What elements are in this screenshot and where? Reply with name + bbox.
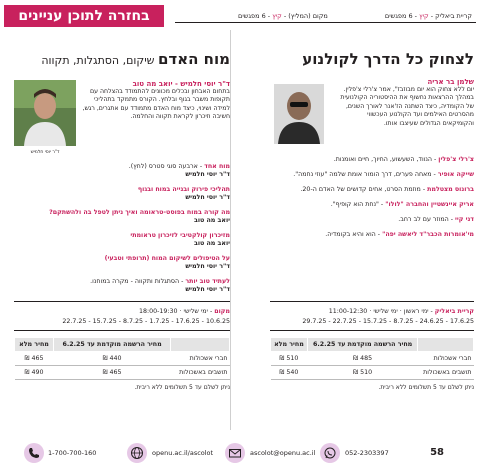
schedule-divider: [14, 301, 230, 302]
session-item: [14, 278, 230, 294]
session-lecturer: ד"ר יוסי חלמיש: [185, 263, 230, 270]
schedule-location: מקום: [214, 308, 230, 315]
table-row: [271, 352, 474, 366]
session-title: צ'רלי צ'פלין: [438, 156, 474, 163]
price-full: 510 ₪: [271, 352, 308, 366]
price-row-label: תושבים באשכולות: [418, 366, 474, 380]
course-subtitle: שיקום, הסתגלות, תקווה: [41, 54, 158, 67]
mobile-number[interactable]: 052-2303397: [345, 449, 389, 457]
schedule-time: - ימי שלישי · 18:00-19:30: [138, 308, 215, 315]
price-table: [270, 337, 474, 380]
session-desc: - הסתגלות ותקווה - מקרה במוחנו.: [90, 278, 186, 285]
session-title: מזיכרון קולקטיבי לזיכרון טראומתי: [130, 232, 230, 239]
lecturer-photo: [14, 80, 76, 155]
schedule-dates: 10.6.25 - 17.6.25 - 1.7.25 - 8.7.25 - 15.7.25 - 22.7.25: [62, 318, 230, 325]
header-right-prefix: קריית ביאליק -: [428, 12, 472, 20]
session-desc: - מוזמת הסרט, אחים קדושים של האדם ה-20.: [300, 186, 428, 193]
schedule-time: - ימי ראשון · ימי שלישי · 11:00-12:30: [328, 308, 435, 315]
session-list: [14, 163, 230, 294]
course-title-main: מוח האדם: [157, 50, 230, 68]
session-title: לעתיד טוב יותר: [185, 278, 230, 285]
page-number: 58: [430, 447, 444, 458]
session-title: אריק איינשטיין והחברה "לולו": [385, 201, 474, 208]
session-item: [14, 209, 230, 225]
session-item: [14, 255, 230, 271]
phone-icon[interactable]: [24, 443, 44, 463]
session-desc: - המוזר עם לב רחב.: [398, 216, 456, 223]
session-item: [14, 186, 230, 202]
price-table: [14, 337, 230, 380]
table-row: [271, 366, 474, 380]
price-early: 465 ₪: [54, 366, 171, 380]
photo-caption: ד"ר יוסי חלמיש: [30, 150, 60, 155]
email-link[interactable]: ascolot@openu.ac.il: [250, 449, 316, 457]
price-col-early: מחיר הרשמה מוקדמת עד 6.2.25: [54, 338, 171, 352]
price-col-early: מחיר הרשמה מוקדמת עד 6.2.25: [307, 338, 418, 352]
session-item: [270, 186, 474, 194]
price-full: 465 ₪: [15, 352, 54, 366]
session-lecturer: יואב מה טוב: [194, 217, 230, 224]
price-col-full: מחיר מלא: [271, 338, 308, 352]
schedule-line: [270, 308, 474, 316]
phone-number[interactable]: 1-700-700-160: [48, 449, 97, 457]
price-col-label: [418, 338, 474, 352]
schedule-divider: [14, 330, 230, 331]
session-list: [270, 156, 474, 239]
schedule-location: קריית ביאליק: [434, 308, 474, 315]
header-divider: [175, 22, 476, 23]
course-description: בתחום האבחון ובכלים מכוונים להתמודד בהצלחה עם תקופות משבר בגוף ובלחץ. הקורס מתמקד בתהליכי למידה ושינוי, כיצד מוח האדם מתמודד עם אתגרים, רגש, חשיבה וזיכרון לקראת תקווה והחלמה.: [82, 88, 230, 121]
session-lecturer: יואב מה טוב: [194, 240, 230, 247]
schedule-dates: 17.6.25 - 24.6.25 - 8.7.25 - 15.7.25 - 22.7.25 - 29.7.25: [302, 318, 474, 325]
schedule: [14, 301, 230, 331]
session-title: מה קורה במוח בפוסט-טראומה ואיך ניתן לטפל בה ולהשתקם?: [49, 209, 230, 216]
whatsapp-icon[interactable]: [320, 443, 340, 463]
intro-text: [334, 78, 474, 144]
intro-text: [82, 80, 230, 155]
intro-block: [14, 80, 230, 155]
session-item: [270, 171, 474, 179]
intro-block: [270, 78, 474, 144]
session-title: מי'אומרות הכבר"ד ליאשה יפה": [382, 231, 474, 238]
session-desc: - ארבעה סוגי סטרס (לחץ).: [128, 163, 205, 170]
column-divider: [230, 30, 231, 430]
header-location-right: [385, 12, 472, 20]
web-icon[interactable]: [127, 443, 147, 463]
session-title: תהליכי פירוק ובנייה במוח ובגוף: [137, 186, 230, 193]
session-desc: - הנווד, השעשוע, החיוך, חיים ואומנות.: [333, 156, 439, 163]
session-item: [14, 163, 230, 179]
price-col-label: [171, 338, 230, 352]
price-row-label: חברי אשכולות: [418, 352, 474, 366]
price-col-full: מחיר מלא: [15, 338, 54, 352]
schedule: [270, 301, 474, 331]
price-header: [271, 338, 474, 352]
session-lecturer: ד"ר יוסי חלמיש: [185, 171, 230, 178]
section-banner[interactable]: בחזרה לתוכן עניינים: [4, 5, 164, 27]
header-location-left: [238, 12, 328, 20]
session-title: שייקה אופיר: [437, 171, 474, 178]
header-left-season: קיץ: [272, 12, 282, 20]
session-title: על הטיפולים לשיקום המוח (תרופתי וטבעי): [104, 255, 230, 262]
session-title: ברונוס מצטלמת: [427, 186, 474, 193]
table-row: [15, 352, 230, 366]
mail-icon[interactable]: [225, 443, 245, 463]
payment-note: ניתן לשלם עד 5 תשלומים ללא ריבית.: [378, 384, 474, 391]
session-item: [270, 216, 474, 224]
header-left-prefix: מקום (המליץ) -: [281, 12, 328, 20]
session-desc: - הוא והיא בקומדיה.: [325, 231, 383, 238]
schedule-divider: [270, 301, 474, 302]
header-right-season: קיץ: [419, 12, 429, 20]
session-lecturer: ד"ר יוסי חלמיש: [185, 286, 230, 293]
table-row: [15, 366, 230, 380]
session-item: [270, 201, 474, 209]
lecturer-photo: [270, 78, 328, 144]
course-description: יום ללא צחוק הוא יום מבוזבז", אמר צ'רלי צ'פלין. במהלך ההרצאות נחשוף את ההיסטוריה הקולנועית של הקומדיה, כיצד השתנה הז'אנר לאורך השנים, מהסרטים האילמים ועד הקולנוע העכשווי והקומיקאים הגדולים שעיצבו אותו.: [340, 86, 474, 127]
lecturer-name: שלמן בר אריה: [427, 78, 474, 86]
price-row-label: תושבים באשכולות: [171, 366, 230, 380]
price-early: 440 ₪: [54, 352, 171, 366]
session-lecturer: ד"ר יוסי חלמיש: [185, 194, 230, 201]
price-early: 485 ₪: [307, 352, 418, 366]
price-full: 540 ₪: [271, 366, 308, 380]
price-early: 510 ₪: [307, 366, 418, 380]
website-link[interactable]: openu.ac.il/ascolot: [152, 449, 214, 457]
schedule-line: [14, 308, 230, 316]
session-desc: - מאחה פערים, דרך הומור אומת שלמה "עוזי נחמה".: [293, 171, 438, 178]
header-right-rest: - 6 מפגשים: [384, 12, 420, 20]
course-brain: [14, 30, 230, 391]
session-desc: - "נחת הוא קופיף".: [330, 201, 386, 208]
course-title: [14, 50, 230, 70]
session-item: [14, 232, 230, 248]
schedule-divider: [270, 330, 474, 331]
session-title: דני קיי: [455, 216, 474, 223]
course-title: לצחוק כל הדרך לקולנוע: [302, 50, 474, 68]
price-row-label: חברי אשכולות: [171, 352, 230, 366]
price-full: 490 ₪: [15, 366, 54, 380]
session-item: [270, 231, 474, 239]
session-item: [270, 156, 474, 164]
session-title: מוח אחד: [204, 163, 230, 170]
course-comedy: [270, 30, 474, 391]
header-left-rest: - 6 מפגשים: [238, 12, 273, 20]
lecturer-name: ד"ר יוסי חלמיש - יואב מה טוב: [132, 80, 230, 88]
price-header: [15, 338, 230, 352]
payment-note: ניתן לשלם עד 5 תשלומים ללא ריבית.: [134, 384, 230, 391]
